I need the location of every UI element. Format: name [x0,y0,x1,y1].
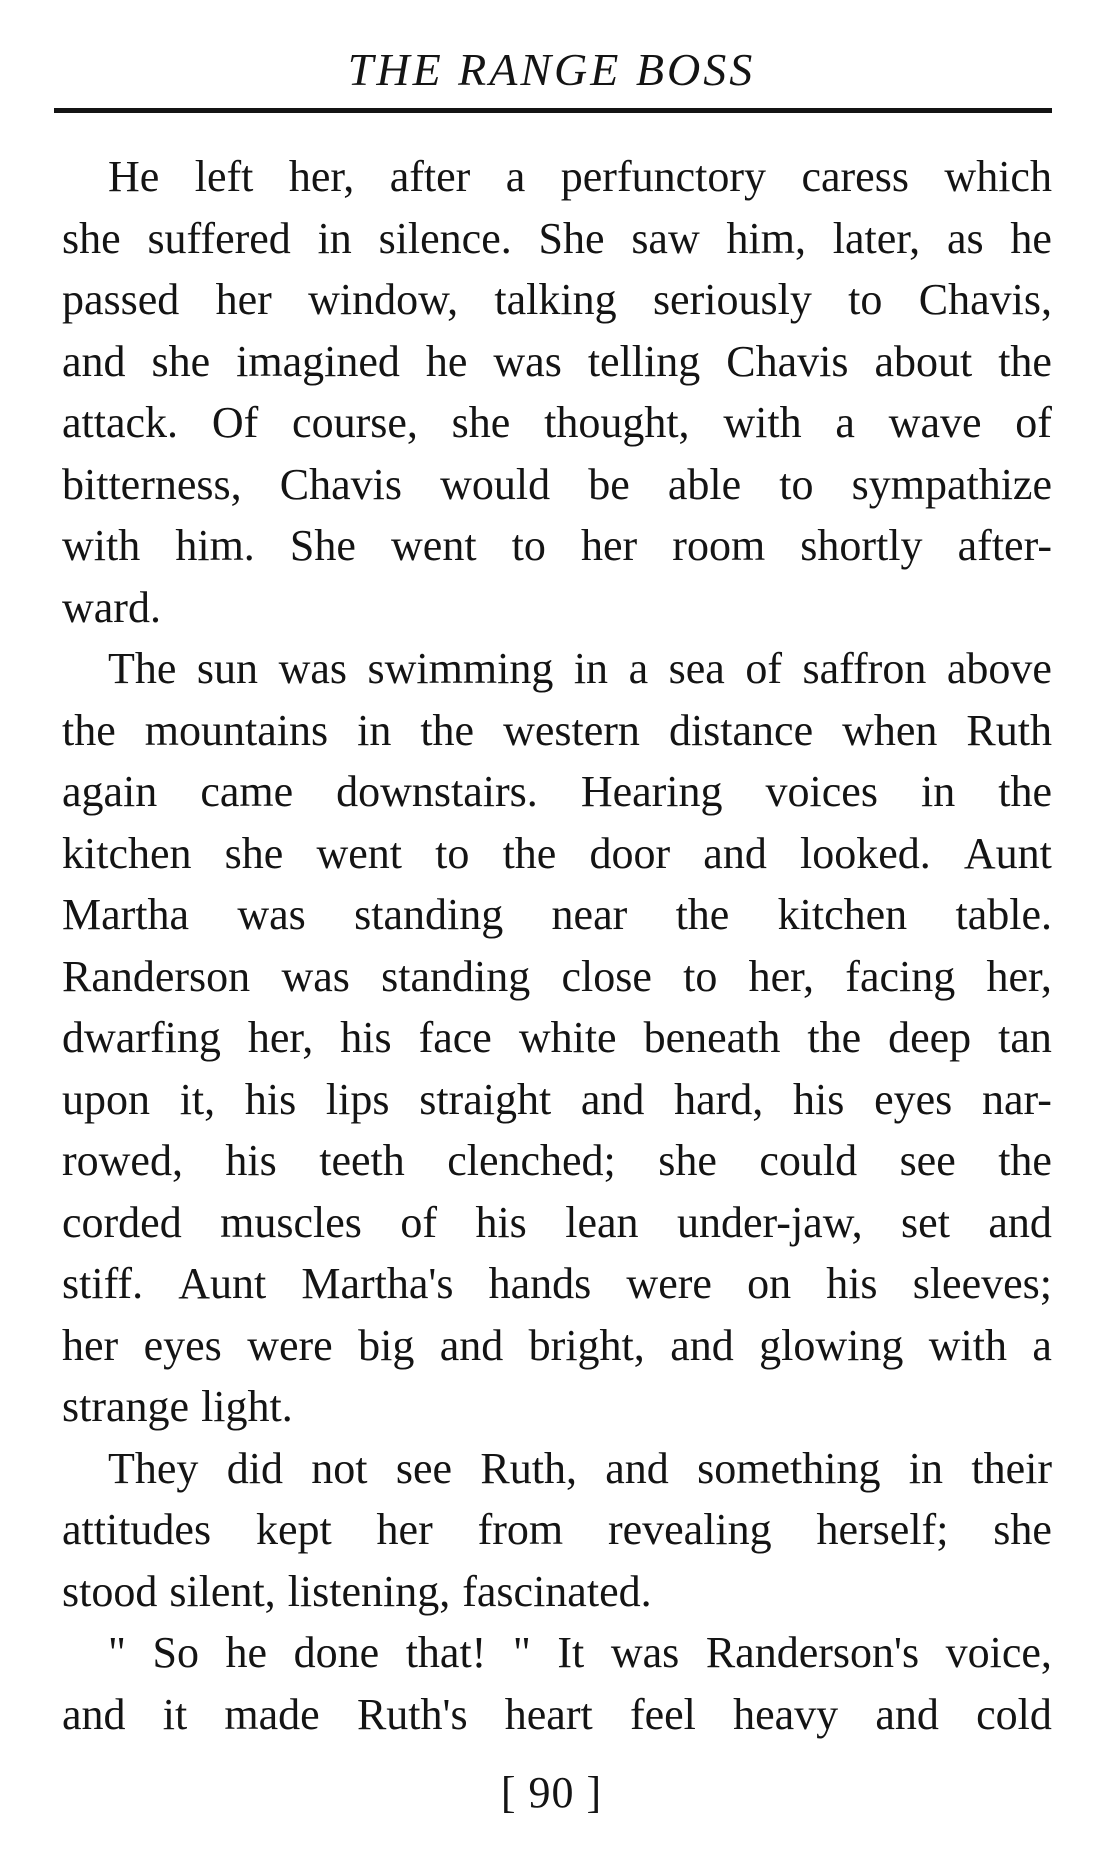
text-line: bitterness, Chavis would be able to sympathize [62,459,1052,509]
text-line: passed her window, talking seriously to Chavis, [62,275,1052,324]
text-line: strange light. [62,1382,293,1431]
text-line: stood silent, listening, fascinated. [62,1566,652,1616]
text-line: the mountains in the western distance when Ruth [62,705,1052,755]
text-line: attitudes kept her from revealing herself; she [62,1505,1052,1554]
text-line: The sun was swimming in a sea of saffron above [108,644,1052,693]
header-rule [54,108,1052,113]
body-text [62,146,1052,1745]
text-line: her eyes were big and bright, and glowing with a [62,1320,1052,1370]
text-line: kitchen she went to the door and looked. Aunt [62,828,1052,878]
page-number: [ 90 ] [500,1768,603,1817]
running-head: THE RANGE BOSS [347,44,756,95]
text-line: They did not see Ruth, and something in their [108,1443,1052,1493]
text-line: again came downstairs. Hearing voices in the [62,767,1052,816]
text-line: stiff. Aunt Martha's hands were on his sleeves; [62,1259,1052,1308]
text-line: with him. She went to her room shortly after- [62,521,1052,570]
text-line: He left her, after a perfunctory caress which [108,152,1052,201]
text-line: and she imagined he was telling Chavis about the [62,336,1052,386]
text-line: " So he done that! " It was Randerson's voice, [108,1628,1052,1677]
text-line: dwarfing her, his face white beneath the deep tan [62,1013,1052,1062]
text-line: attack. Of course, she thought, with a wave of [62,398,1052,447]
text-line: ward. [62,582,161,632]
text-line: Martha was standing near the kitchen table. [62,890,1052,939]
text-line: Randerson was standing close to her, facing her, [62,951,1052,1001]
text-line: and it made Ruth's heart feel heavy and cold [62,1689,1052,1739]
text-line: upon it, his lips straight and hard, his eyes nar- [62,1074,1052,1124]
text-line: rowed, his teeth clenched; she could see the [62,1136,1052,1185]
text-line: corded muscles of his lean under-jaw, set and [62,1197,1052,1247]
text-line: she suffered in silence. She saw him, later, as he [62,213,1052,263]
